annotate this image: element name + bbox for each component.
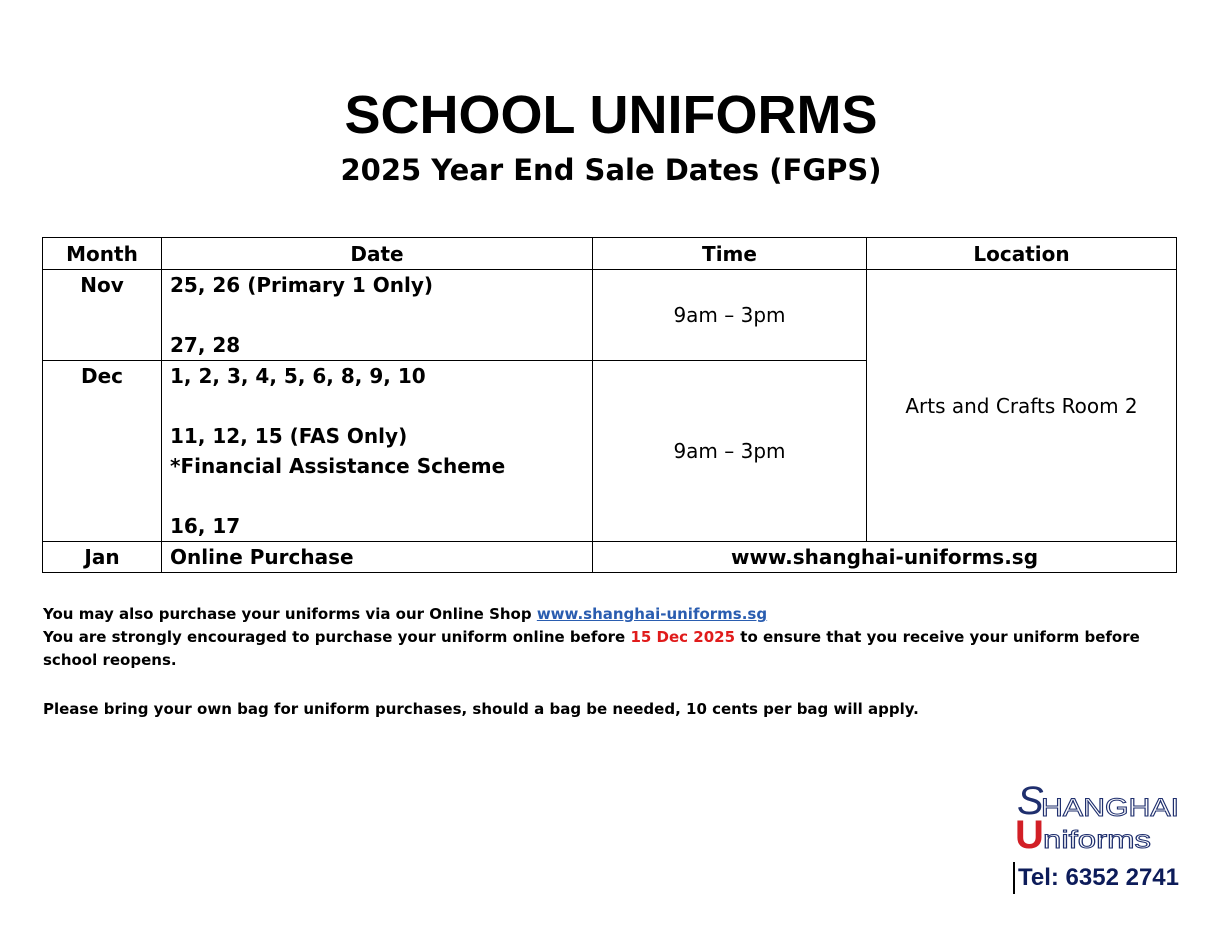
purchase-deadline-note: You are strongly encouraged to purchase your uniform online before 15 Dec 2025 to ensure that you receive your uniform before school reopens.: [43, 628, 1140, 669]
date-cell-dec: [162, 361, 593, 542]
month-cell-jan: Jan: [43, 542, 162, 573]
website-cell: www.shanghai-uniforms.sg: [593, 542, 1177, 573]
table-header-row: [43, 238, 1177, 270]
shanghai-uniforms-logo: [1015, 778, 1185, 854]
time-cell-dec: 9am – 3pm: [593, 361, 867, 542]
month-cell-nov: Nov: [43, 270, 162, 361]
telephone-number: Tel: 6352 2741: [1013, 862, 1179, 894]
deadline-date: 15 Dec 2025: [630, 628, 736, 646]
date-cell-jan: Online Purchase: [162, 542, 593, 573]
page-subtitle: 2025 Year End Sale Dates (FGPS): [340, 153, 882, 187]
bag-note: Please bring your own bag for uniform purchases, should a bag be needed, 10 cents per bag will apply.: [43, 700, 919, 718]
logo-initial-u: U: [1015, 813, 1044, 854]
table-row-jan: [43, 542, 1177, 573]
notes-section: [43, 603, 1153, 721]
logo-text-uniforms: niforms: [1043, 826, 1151, 854]
logo-initial-s: S: [1017, 779, 1044, 823]
table-row-nov: [43, 270, 1177, 361]
header-location: Location: [867, 238, 1177, 270]
online-shop-note: You may also purchase your uniforms via our Online Shop www.shanghai-uniforms.sg: [43, 605, 768, 623]
page-title: SCHOOL UNIFORMS: [344, 85, 878, 145]
date-line: 27, 28: [170, 333, 241, 357]
month-cell-dec: Dec: [43, 361, 162, 542]
date-line: *Financial Assistance Scheme: [170, 454, 506, 478]
date-line: 16, 17: [170, 514, 241, 538]
header-time: Time: [593, 238, 867, 270]
date-line: 11, 12, 15 (FAS Only): [170, 424, 408, 448]
online-shop-link[interactable]: www.shanghai-uniforms.sg: [536, 605, 768, 623]
location-cell: Arts and Crafts Room 2: [867, 270, 1177, 542]
header-month: Month: [43, 238, 162, 270]
header-date: Date: [162, 238, 593, 270]
sale-dates-table: [42, 237, 1177, 573]
date-line: 1, 2, 3, 4, 5, 6, 8, 9, 10: [170, 364, 426, 388]
time-cell-nov: 9am – 3pm: [593, 270, 867, 361]
logo-text-shanghai: HANGHAI: [1041, 794, 1179, 822]
date-cell-nov: [162, 270, 593, 361]
date-line: 25, 26 (Primary 1 Only): [170, 273, 434, 297]
